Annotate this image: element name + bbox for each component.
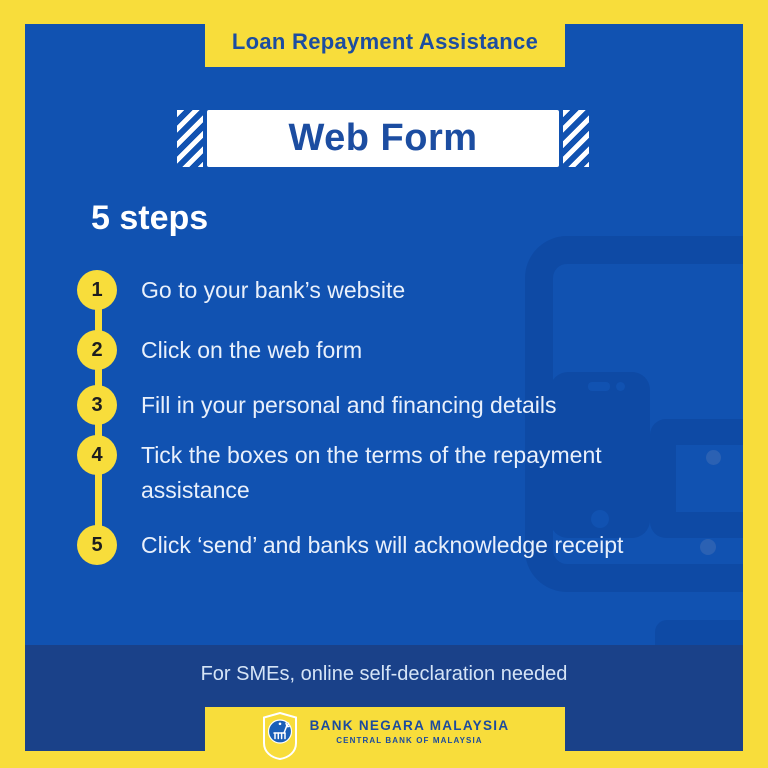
hatch-pattern-right xyxy=(563,110,589,167)
web-form-banner-box xyxy=(207,110,559,167)
sme-note-text: For SMEs, online self-declaration needed xyxy=(200,663,568,685)
bnm-subtitle: CENTRAL BANK OF MALAYSIA xyxy=(336,736,483,745)
step-5-number: 5 xyxy=(91,533,103,556)
step-1-badge xyxy=(77,270,117,310)
bnm-crest-icon xyxy=(261,712,299,760)
step-1-number: 1 xyxy=(91,278,103,301)
step-2-number: 2 xyxy=(91,338,103,361)
bnm-name: BANK NEGARA MALAYSIA xyxy=(309,718,510,733)
footer-logo-tab xyxy=(205,707,565,768)
tablet-home-button-icon xyxy=(700,539,716,555)
web-form-banner xyxy=(177,110,589,167)
step-2-badge xyxy=(77,330,117,370)
header-tab xyxy=(205,0,565,67)
step-3-number: 3 xyxy=(91,393,103,416)
step-4-number: 4 xyxy=(91,443,103,466)
steps-heading: 5 steps xyxy=(91,199,209,237)
page-title: Loan Repayment Assistance xyxy=(231,28,539,54)
content-panel xyxy=(25,24,743,751)
phone-home-button-icon xyxy=(591,510,609,528)
step-3-badge xyxy=(77,385,117,425)
tablet-camera-icon xyxy=(706,450,721,465)
step-5-text: Click ‘send’ and banks will acknowledge receipt xyxy=(141,532,624,558)
bnm-text-block xyxy=(310,712,510,745)
step-3-text: Fill in your personal and financing details xyxy=(141,392,557,418)
step-4-text: Tick the boxes on the terms of the repayment assistance xyxy=(141,442,602,503)
step-4-badge xyxy=(77,435,117,475)
web-form-title: Web Form xyxy=(288,117,478,159)
hatch-pattern-left xyxy=(177,110,203,167)
step-1-text: Go to your bank’s website xyxy=(141,277,406,303)
step-5-badge xyxy=(77,525,117,565)
step-2-text: Click on the web form xyxy=(141,337,363,363)
